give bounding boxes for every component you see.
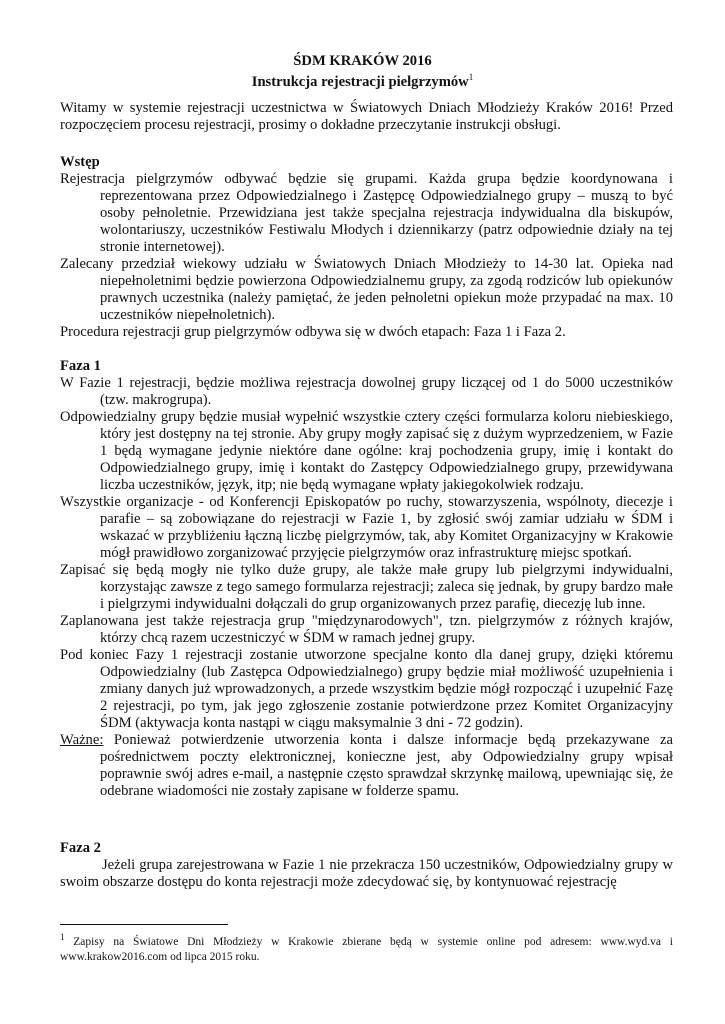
section-wstep [60,171,673,341]
faza1-paragraph: Wszystkie organizacje - od Konferencji Episkopatów po ruchy, stowarzyszenia, wspólnoty, diecezje i parafie – są zobowiązane do rejestracji w Fazie 1, by zgłosić swój zamiar udziału w ŚDM i wskazać w przybliżeniu łączną liczbę pielgrzymów, tak, aby Komitet Organizacyjny w Krakowie mógł prawidłowo zorganizować przyjęcie pielgrzymów oraz infrastrukturę miejsc spotkań. [60,494,673,561]
wstep-paragraph: Zalecany przedział wiekowy udziału w Światowych Dniach Młodzieży to 14-30 lat. Opieka nad niepełnoletnimi będzie powierzona Odpowiedzialnemu grupy, za zgodą rodziców lub opiekunów prawnych uczestnika (należy pamiętać, że jeden pełnoletni opiekun może przypadać na max. 10 uczestników niepełnoletnich). [60,256,673,323]
section-heading-faza1: Faza 1 [60,358,101,374]
footnote-mark: 1 [60,932,65,942]
important-note-text: Ponieważ potwierdzenie utworzenia konta i dalsze informacje będą przekazywane za pośrednictwem poczty elektronicznej, konieczne jest, aby Odpowiedzialny grupy wpisał poprawnie swój adres e-mail, a następnie często sprawdzał skrzynkę mailową, upewniając się, że odebrane wiadomości nie zostały zapisane w folderze spamu. [100,732,673,799]
footnote-divider [60,924,228,925]
intro-paragraph: Witamy w systemie rejestracji uczestnictwa w Światowych Dniach Młodzieży Kraków 2016! Przed rozpoczęciem procesu rejestracji, prosimy o dokładne przeczytanie instrukcji obsługi. [60,100,673,133]
section-heading-wstep: Wstęp [60,154,100,170]
wstep-paragraph: Procedura rejestracji grup pielgrzymów odbywa się w dwóch etapach: Faza 1 i Faza 2. [60,324,566,340]
footnote-text: Zapisy na Światowe Dni Młodzieży w Krakowie zbierane będą w systemie online pod adresem: www.wyd.va i www.krakow2016.com od lipca 2015 roku. [60,935,673,963]
wstep-paragraph: Rejestracja pielgrzymów odbywać będzie się grupami. Każda grupa będzie koordynowana i reprezentowana przez Odpowiedzialnego i Zastępcę Odpowiedzialnego grupy – muszą to być osoby pełnoletnie. Przewidziana jest także specjalna rejestracja indywidualna dla biskupów, wolontariuszy, uczestników Festiwalu Młodych i dziennikarzy (patrz odpowiednie działy na tej stronie internetowej). [60,171,673,255]
section-heading-faza2: Faza 2 [60,840,101,856]
document-subtitle [0,68,725,91]
important-note-label: Ważne: [60,732,104,748]
section-faza1 [60,375,673,800]
faza1-paragraph: Pod koniec Fazy 1 rejestracji zostanie utworzone specjalne konto dla danej grupy, dzięki któremu Odpowiedzialny (lub Zastępca Odpowiedzialnego) grupy będzie miał możliwość uzupełnienia i zmiany danych już wprowadzonych, a przede wszystkim będzie mógł rozpocząć i uzupełnić Fazę 2 rejestracji, po tym, jak jego zgłoszenie zostanie potwierdzone przez Komitet Organizacyjny ŚDM (aktywacja konta nastąpi w ciągu maksymalnie 3 dni - 72 godzin). [60,647,673,731]
footnote-ref-mark: 1 [468,72,474,82]
faza1-paragraph: Zapisać się będą mogły nie tylko duże grupy, ale także małe grupy lub pielgrzymi indywidualni, korzystając zawsze z tego samego formularza rejestracji; zaleca się jednak, by grupy bardzo małe i pielgrzymi indywidualni dołączali do grup organizowanych przez parafię, diecezję lub inne. [60,562,673,612]
important-note [60,732,673,800]
faza1-paragraph: W Fazie 1 rejestracji, będzie możliwa rejestracja dowolnej grupy liczącej od 1 do 5000 uczestników (tzw. makrogrupa). [60,375,673,408]
document-title: ŚDM KRAKÓW 2016 [293,53,432,69]
faza1-paragraph: Odpowiedzialny grupy będzie musiał wypełnić wszystkie cztery części formularza koloru niebieskiego, który jest dostępny na tej stronie. Aby grupy mogły zapisać się z dużym wyprzedzeniem, w Fazie 1 będą wymagane jedynie niektóre dane ogólne: kraj pochodzenia grupy, imię i kontakt do Odpowiedzialnego grupy, imię i kontakt do Zastępcy Odpowiedzialnego grupy, przewidywana liczba uczestników, język, itp; nie będą wymagane wpłaty jakiegokolwiek rodzaju. [60,409,673,493]
faza2-paragraph: Jeżeli grupa zarejestrowana w Fazie 1 nie przekracza 150 uczestników, Odpowiedzialny grupy w swoim obszarze dostępu do konta rejestracji może zdecydować się, by kontynuować rejestrację [60,857,673,890]
faza1-paragraph: Zaplanowana jest także rejestracja grup "międzynarodowych", tzn. pielgrzymów z różnych krajów, którzy chcą razem uczestniczyć w ŚDM w ramach jednej grupy. [60,613,673,646]
footnote [60,930,673,965]
subtitle-text: Instrukcja rejestracji pielgrzymów [251,73,469,90]
